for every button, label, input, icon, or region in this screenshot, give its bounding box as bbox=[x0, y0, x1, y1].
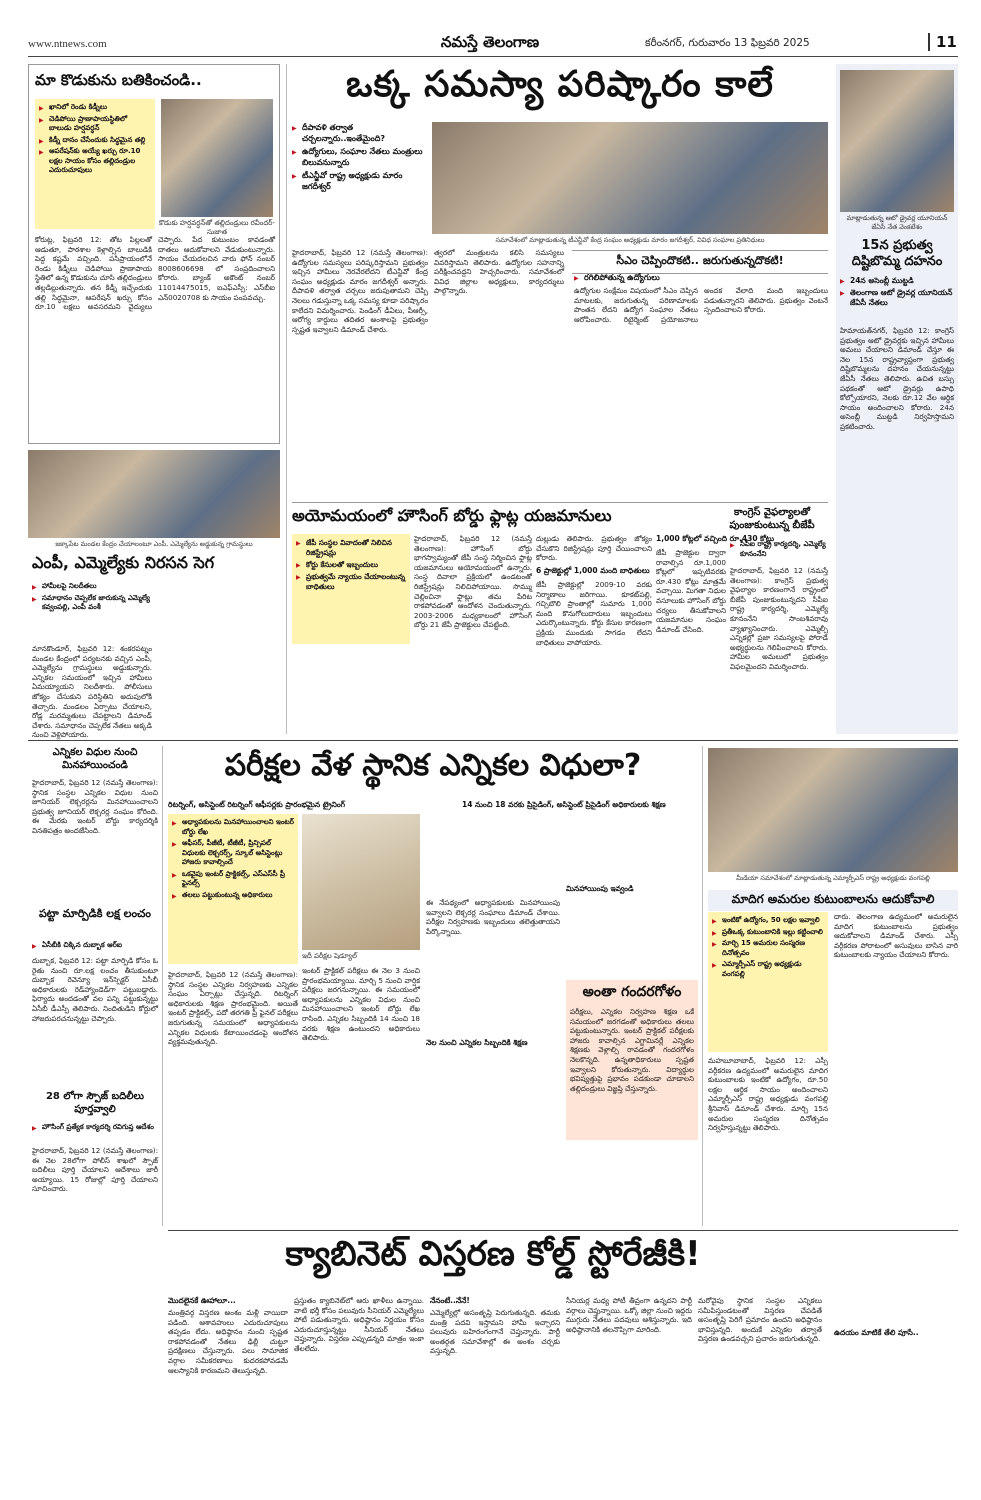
section-rule bbox=[292, 502, 828, 503]
header-rule bbox=[28, 56, 958, 57]
story-right-top-photo bbox=[840, 70, 954, 212]
story-son-headline: మా కొడుకును బతికించండి.. bbox=[35, 71, 202, 89]
story-main-bullet-box bbox=[292, 122, 428, 242]
dateline: కరీంనగర్, గురువారం 13 ఫిబ్రవరి 2025 bbox=[645, 37, 810, 49]
story-housing-body-2: జేపీ ప్రాజెక్టుల్లో 2009-10 వరకు నిర్మాణాలు జరిగాయి. కూకట్‌పల్లి, గచ్చిబౌలి ప్రాంతాల్లో సుమారు 1,000 మంది కొనుగోలుదారులు ఇబ్బందులు ఎదుర్కొంటున్నారు. కోర్టు కేసుల కారణంగా ప్రక్రియ ముందుకు సాగడం లేదని బాధితులు వాపోయారు. bbox=[536, 580, 652, 647]
story-cabinet-kicker-2: నేనంటే..నేనే! bbox=[430, 1296, 470, 1305]
story-main-bullet: ▶ టీఎన్జీవో రాష్ట్ర అధ్యక్షుడు మారం జగదీశ్వర్ bbox=[292, 170, 428, 192]
story-housing-body-3: దుల్లుడు తెలిపారు. ప్రభుత్వం జోక్యం చేసుకొని రిజిస్ట్రేషన్లు పూర్తి చేయించాలని కోరారు. bbox=[536, 534, 652, 563]
story-housing-body-1: హైదరాబాద్, ఫిబ్రవరి 12 (నమస్తే తెలంగాణ): హౌసింగ్ బోర్డు భాగస్వామ్యంతో జేపీ సంస్థ నిర్మించిన ఫ్లాట్ల యజమానులు అయోమయంలో ఉన్నారు. సంస్థ దివాలా ప్రక్రియలో ఉండటంతో రిజిస్ట్రేషన్లు నిలిచిపోయాయి. సొమ్ము చెల్లించినా ఫ్లాట్లు తమ పేరిట రాకపోవడంతో ఆందోళన చెందుతున్నారు. 2003-2006 మధ్యకాలంలో హౌసింగ్ బోర్డు 21 జేపీ ప్రాజెక్టులు చేపట్టింది. bbox=[414, 534, 532, 630]
story-protest-bullet: ▶ సమాధానం చెప్పలేక జారుకున్న ఎమ్మెల్యే కవ్వంపల్లి, ఎంపీ వంశీ bbox=[32, 594, 152, 613]
story-housing-bullet: ▶ కోర్టు కేసులతో ఇబ్బందులు bbox=[296, 560, 406, 570]
story-bjp-bullets bbox=[730, 540, 828, 561]
story-exams-body-4 bbox=[426, 814, 698, 882]
story-cabinet-kicker-1: మొదలైనకే ఊహాలూ... bbox=[168, 1296, 236, 1305]
story-chaos-box bbox=[566, 980, 698, 1140]
story-main-sub-body: ఉద్యోగుల సంక్షేమం విషయంలో సీఎం చెప్పిన మాటలకు, జరుగుతున్న పరిణామాలకు పొంతన లేదని ఉద్యోగ సంఘాల నేతలు ఆరోపించారు. రిటైర్మెంట్ ప్రయోజనాలు అందక వేలాది మంది ఇబ్బందులు పడుతున్నారని తెలిపారు. ప్రభుత్వం వెంటనే స్పందించాలని కోరారు. bbox=[574, 286, 828, 324]
story-protest-body: మానకొండూర్, ఫిబ్రవరి 12: శంకరపట్నం మండల కేంద్రంలో పర్యటనకు వచ్చిన ఎంపీ, ఎమ్మెల్యేను గ్రామస్థులు అడ్డుకున్నారు. ఎన్నికల సమయంలో ఇచ్చిన హామీలు ఏమయ్యాయని నిలదీశారు. పోలీసులు జోక్యం చేసుకుని పరిస్థితిని అదుపులోకి తెచ్చారు. మండలం ఏర్పాటు చేయాలని, రోడ్ల మరమ్మతులు చేపట్టాలని డిమాండ్ చేశారు. సమాధానం చెప్పలేక నేతలు అక్కడి నుంచి వెళ్లిపోయారు. bbox=[32, 644, 152, 740]
story-cabinet-body-1: మంత్రివర్గ విస్తరణ అంశం మళ్లీ వాయిదా పడింది. ఆశావహులు ఎదురుచూపులు తప్పడం లేదు. అధిష్ఠానం నుంచి స్పష్టత రాకపోవడంతో నేతలు ఢిల్లీ చుట్టూ ప్రదక్షిణలు చేస్తున్నారు. పలు సామాజిక వర్గాల సమీకరణాలు కుదరకపోవడమే ఆలస్యానికి కారణమని తెలుస్తున్నది. bbox=[168, 1308, 288, 1375]
story-transfers-bullets bbox=[32, 1122, 158, 1135]
story-main-bullet: ▶ దీపావళి తర్వాత చర్చలన్నారు..ఇంతేమైంది? bbox=[292, 122, 428, 144]
section-rule bbox=[168, 1230, 958, 1231]
story-madiga-bullet: ▶ ఇంటికో ఉద్యోగం, 50 లక్షల ఇవ్వాలి bbox=[712, 916, 824, 926]
column-rule bbox=[286, 64, 287, 734]
story-main-sub-bullet bbox=[574, 272, 828, 285]
story-exams-headline: పరీక్షల వేళ స్థానిక ఎన్నికల విధులా? bbox=[224, 748, 642, 783]
story-protest-headline: ఎంపీ, ఎమ్మెల్యేకు నిరసన సెగ bbox=[32, 553, 215, 572]
story-transfers-bullet: ▶ హౌసింగ్ ప్రత్యేక కార్యదర్శి రవిగుప్త ఆదేశం bbox=[32, 1122, 158, 1133]
story-exams-body-2: ఇంటర్ ప్రాక్టికల్ పరీక్షలు ఈ నెల 3 నుంచి ప్రారంభమయ్యాయి. మార్చి 5 నుంచి వార్షిక పరీక్షలు జరగనున్నాయి. ఈ సమయంలో అధ్యాపకులను ఎన్నికల విధుల నుంచి మినహాయించాలని ఇంటర్ బోర్డు లేఖ రాసింది. ఎన్నికల సిబ్బందికి 14 నుంచి 18 వరకు శిక్షణ ఉంటుందని అధికారులు తెలిపారు. bbox=[302, 966, 420, 1043]
story-protest-bullet: ▶ హామీలపై నిలదీతలు bbox=[32, 582, 152, 592]
story-chaos-headline: అంతా గందరగోళం bbox=[582, 984, 682, 1000]
story-right-top-bullet: ▶ 24న అసెంబ్లీ ముట్టడి bbox=[840, 276, 954, 286]
story-cabinet-body-3: ఎమ్మెల్యేల్లో అసంతృప్తి పెరుగుతున్నది. తమకు మంత్రి పదవి ఇస్తామని హామీ ఇచ్చారని పలువురు బహిరంగంగానే చెప్తున్నారు. పార్టీ అంతర్గత సమావేశాల్లో ఈ అంశం చర్చకు వస్తున్నది. bbox=[430, 1308, 560, 1356]
story-bribe-bullet: ▶ ఏసీబీకి చిక్కిన దుబ్బాక ఆర్‌ఐ bbox=[32, 940, 158, 951]
story-transfers-body: హైదరాబాద్, ఫిబ్రవరి 12 (నమస్తే తెలంగాణ): ఈ నెల 28లోగా పోలీస్ శాఖలో స్పౌజ్ బదిలీలు పూర్తి చేయాలని ఆదేశాలు జారీ అయ్యాయి. 15 రోజుల్లో పూర్తి చేయాలని సూచించారు. bbox=[32, 1146, 158, 1194]
story-madiga-body-1: దారు. తెలంగాణ ఉద్యమంలో అమరులైన మాదిగ కుటుంబాలను ప్రభుత్వం ఆదుకోవాలని డిమాండ్ చేశారు. ఎస్సీ వర్గీకరణ పోరాటంలో అసువులు బాసిన వారి కుటుంబాలకు న్యాయం చేయాలని కోరారు. bbox=[834, 912, 958, 960]
story-cabinet-body-5: మరోవైపు స్థానిక సంస్థల ఎన్నికలు సమీపిస్తుండటంతో విస్తరణ చేపడితే అసంతృప్తి పెరిగే ప్రమాదం ఉందని అధిష్ఠానం భావిస్తున్నది. అందుకే ఎన్నికల తర్వాతే విస్తరణ ఉండవచ్చని ప్రచారం జరుగుతున్నది. bbox=[698, 1296, 822, 1344]
story-bjp-bullet: ▶ సీపీఐ రాష్ట్ర కార్యదర్శి, ఎమ్మెల్యే కూనంనేని bbox=[730, 540, 828, 559]
story-exams-subline-2: 14 నుంచి 18 వరకు ప్రిసైడింగ్, అసిస్టెంట్ ప్రిసైడింగ్ అధికారులకు శిక్షణ bbox=[462, 800, 666, 809]
story-main-headline: ఒక్క సమస్యా పరిష్కారం కాలే bbox=[346, 64, 774, 105]
column-rule bbox=[702, 746, 703, 1226]
story-madiga-photo bbox=[708, 748, 958, 872]
story-transfers-headline: 28 లోగా స్పౌజ్ బదిలీలు పూర్తవ్వాలి bbox=[45, 1091, 145, 1115]
story-exams-body-1: హైదరాబాద్, ఫిబ్రవరి 12 (నమస్తే తెలంగాణ): స్థానిక సంస్థల ఎన్నికల నిర్వహణకు ఎన్నికల సంఘం ఏర్పాట్లు చేస్తున్నది. రిటర్నింగ్ అధికారులకు శిక్షణ ప్రారంభమైంది. అయితే ఇంటర్ ప్రాక్టికల్స్, పదో తరగతి ప్రీ ఫైనల్ పరీక్షలు జరుగుతున్న సమయంలో అధ్యాపకులను ఎన్నికల విధులకు కేటాయించడంపై ఆందోళన వ్యక్తమవుతున్నది. bbox=[168, 970, 298, 1047]
story-right-top-bullets bbox=[840, 276, 954, 310]
story-madiga-bullet: ▶ ప్రతీఒక్క కుటుంబానికి ఇల్లు కట్టించాలి bbox=[712, 928, 824, 938]
story-bribe-headline: పట్టా మార్పిడికి లక్ష లంచం bbox=[38, 907, 151, 920]
story-duty-body: హైదరాబాద్, ఫిబ్రవరి 12 (నమస్తే తెలంగాణ): స్థానిక సంస్థల ఎన్నికల విధుల నుంచి జూనియర్ లెక్చరర్లను మినహాయించాలని ప్రభుత్వ జూనియర్ లెక్చరర్ల సంఘం కోరింది. ఈ మేరకు ఇంటర్ బోర్డు కార్యదర్శికి వినతిపత్రం అందజేసింది. bbox=[32, 778, 158, 835]
story-bjp-body: హైదరాబాద్, ఫిబ్రవరి 12 (నమస్తే తెలంగాణ): కాంగ్రెస్ ప్రభుత్వ వైఫల్యాల కారణంగానే రాష్ట్రంలో బీజేపీ పుంజుకుంటున్నదని సీపీఐ రాష్ట్ర కార్యదర్శి, ఎమ్మెల్యే కూనంనేని సాంబశివరావు వ్యాఖ్యానించారు. ఎమ్మెల్సీ ఎన్నికల్లో ప్రజా సమస్యలపై పోరాడే అభ్యర్థులను గెలిపించాలని కోరారు. హామీల అమలులో ప్రభుత్వం విఫలమైందని విమర్శించారు. bbox=[730, 566, 828, 671]
story-right-top-headline: 15న ప్రభుత్వ దిష్టిబొమ్మ దహనం bbox=[851, 238, 943, 269]
story-exams-bullet: ▶ తలలు పట్టుకుంటున్న అధికారులు bbox=[172, 891, 294, 901]
story-exams-bullet: ▶ అధ్యాపకులను మినహాయించాలని ఇంటర్ బోర్డు లేఖ bbox=[172, 818, 294, 837]
story-son-box bbox=[28, 64, 280, 444]
story-housing-bullet: ▶ ప్రభుత్వమే న్యాయం చేయాలంటున్న బాధితులు bbox=[296, 572, 406, 592]
story-cabinet-headline: క్యాబినెట్ విస్తరణ కోల్డ్ స్టోరేజీకి! bbox=[285, 1234, 701, 1274]
story-housing-body-4: జేపీ ప్రాజెక్టుల ద్వారా రావాల్సిన రూ.1,000 కోట్లలో ఇప్పటివరకు రూ.430 కోట్లు మాత్రమే వచ్చాయి. మిగతా నిధుల వసూలుకు హౌసింగ్ బోర్డు చర్యలు తీసుకోవాలని యజమానుల సంఘం డిమాండ్ చేసింది. bbox=[656, 548, 726, 634]
story-main-subhead: సీఎం చెప్పిందొకటి.. జరుగుతున్నదొకటి! bbox=[572, 250, 828, 274]
story-main-body-2: త్వరలో మంత్రులను కలిసి సమస్యలు వివరిస్తామని తెలిపారు. ఉద్యోగుల సహనాన్ని పరీక్షించవద్దని హెచ్చరించారు. సమావేశంలో వివిధ జిల్లాల అధ్యక్షులు, కార్యదర్శులు పాల్గొన్నారు. bbox=[434, 248, 564, 296]
story-housing-bullet: ▶ జేపీ సంస్థల వివాదంతో నిలిచిన రిజిస్ట్రేషన్లు bbox=[296, 538, 406, 558]
story-bribe-bullets bbox=[32, 940, 158, 953]
story-main-sub-bullet-item: ▶ రగిలిపోతున్న ఉద్యోగులు bbox=[574, 272, 828, 283]
story-main-body-1: హైదరాబాద్, ఫిబ్రవరి 12 (నమస్తే తెలంగాణ): ఉద్యోగుల సమస్యలు పరిష్కరిస్తామని ప్రభుత్వం ఇచ్చిన హామీలు నెరవేరలేదని టీఎన్జీవో కేంద్ర సంఘం అధ్యక్షుడు మారం జగదీశ్వర్ అన్నారు. దీపావళి తర్వాత చర్చలు జరుపుతామని చెప్పి నెలలు గడుస్తున్నా ఒక్క సమస్య కూడా పరిష్కారం కాలేదని విమర్శించారు. పెండింగ్ డీఏలు, పీఆర్సీ, ఆరోగ్య కార్డులు తదితర అంశాలపై ప్రభుత్వం స్పష్టత ఇవ్వాలని డిమాండ్ చేశారు. bbox=[292, 248, 428, 334]
story-right-top-bullet: ▶ తెలంగాణ ఆటో డ్రైవర్ల యూనియన్ జేఏసీ నేతలు bbox=[840, 288, 954, 308]
story-protest-bullet-box bbox=[32, 582, 152, 642]
story-exams-bullet: ▶ ఒకవైపు ఇంటర్ ప్రాక్టికల్స్, ఎస్‌ఎస్‌సీ ప్రీ ఫైనల్స్ bbox=[172, 870, 294, 889]
story-son-bullet-box bbox=[35, 99, 155, 229]
story-son-body: కోరుట్ల, ఫిబ్రవరి 12: తోట పిల్లలతో ఆడుతూ, పాఠశాల కెళ్లాల్సిన బాలుడికి పెద్ద కష్టమే వచ్చింది. పసిప్రాయంలోనే రెండు కిడ్నీలు చెడిపోయి ప్రాణాపాయ స్థితిలో ఉన్న కొడుకును చూసి తల్లిదండ్రులు తల్లడిల్లుతున్నారు. తన కిడ్నీ ఇచ్చేందుకు తల్లి సిద్ధమైనా, ఆపరేషన్ ఖర్చు కోసం రూ.10 లక్షలు అవసరమని వైద్యులు చెప్పారు. పేద కుటుంబం కావడంతో దాతలు ఆదుకోవాలని వేడుకుంటున్నారు. సాయం చేయదలచిన వారు ఫోన్ నంబర్ 8008606698 లో సంప్రదించాలని కోరారు. బ్యాంక్ అకౌంట్ నంబర్ 11014475015, ఐఎఫ్ఎస్సీ: ఎస్‌బీఐ ఎన్0020708 కు సాయం పంపవచ్చు. bbox=[35, 235, 275, 312]
story-main-bullet: ▶ ఉద్యోగులు, సంఘాల నేతలు మంత్రులు బిలువనున్నారు bbox=[292, 146, 428, 168]
story-son-bullet: ▶ కిడ్నీ దానం చేసేందుకు సిద్ధమైన తల్లి bbox=[39, 136, 151, 146]
story-right-top-body: హిమాయత్‌నగర్, ఫిబ్రవరి 12: కాంగ్రెస్ ప్రభుత్వం ఆటో డ్రైవర్లకు ఇచ్చిన హామీలు అమలు చేయాలని డిమాండ్ చేస్తూ ఈ నెల 15న రాష్ట్రవ్యాప్తంగా ప్రభుత్వ దిష్టిబొమ్మలను దహనం చేయనున్నట్టు జేఏసీ నేతలు తెలిపారు. ఉచిత బస్సు పథకంతో ఆటో డ్రైవర్లు ఉపాధి కోల్పోయారని, నెలకు రూ.12 వేల ఆర్థిక సాయం అందించాలని కోరారు. 24న అసెంబ్లీ ముట్టడి నిర్వహిస్తామని ప్రకటించారు. bbox=[840, 326, 954, 431]
story-exams-subhead-1: నెల నుంచి ఎన్నికల సిబ్బందికి శిక్షణ bbox=[426, 1038, 528, 1047]
story-exams-bullet: ▶ ఆఫీసర్, పీజీటీ, టీజీటీ, ప్రిన్సిపల్ విధులకు లెక్చరర్స్, స్కూల్ అసిస్టెంట్లు హాజరు కావాల్సిందే bbox=[172, 839, 294, 868]
story-madiga-bullet-box bbox=[708, 912, 828, 1052]
story-housing-bullet-box bbox=[292, 534, 410, 644]
story-exams-caption: ఇదీ పరీక్షల షెడ్యూల్ bbox=[302, 952, 357, 960]
story-madiga-body-2: మహబూబాబాద్, ఫిబ్రవరి 12: ఎస్సీ వర్గీకరణ ఉద్యమంలో అమరులైన మాదిగ కుటుంబాలకు ఇంటికో ఉద్యోగం, రూ.50 లక్షల ఆర్థిక సాయం అందించాలని ఎమ్మార్పీఎస్ రాష్ట్ర అధ్యక్షుడు వంగపల్లి శ్రీనివాస్ డిమాండ్ చేశారు. మార్చి 15న అమరుల సంస్మరణ దినోత్సవం నిర్వహిస్తున్నట్టు తెలిపారు. bbox=[708, 1056, 828, 1133]
story-right-top-box bbox=[836, 64, 958, 734]
story-cabinet-body-6 bbox=[834, 1240, 958, 1490]
story-son-bullet: ▶ ఖానిలో రెండు కిడ్నీలు bbox=[39, 103, 151, 113]
page-number: 11 bbox=[928, 33, 958, 51]
story-bjp-headline: కాంగ్రెస్ వైఫల్యాలతో పుంజుకుంటున్న బీజేపీ bbox=[729, 507, 815, 531]
website-url[interactable]: www.ntnews.com bbox=[28, 38, 107, 50]
story-exams-photo bbox=[302, 814, 420, 950]
story-son-caption: కొడుకు హర్షవర్ధన్‌తో తల్లిదండ్రులు రవీందర్-సుజాత bbox=[159, 219, 275, 236]
story-cabinet-body-4: సీనియర్ల మధ్య పోటీ తీవ్రంగా ఉన్నదని పార్టీ వర్గాలు చెప్తున్నాయి. ఒక్కో జిల్లా నుంచి ఇద్దరు ముగ్గురు నేతలు పదవులు ఆశిస్తున్నారు. ఇది అధిష్ఠానానికి తలనొప్పిగా మారింది. bbox=[566, 1296, 692, 1334]
story-protest-photo bbox=[28, 450, 280, 538]
story-duty-headline: ఎన్నికల విధుల నుంచి మినహాయించండి bbox=[52, 747, 138, 771]
story-exams-subhead-2: మినహాయింపు ఇవ్వండి bbox=[566, 884, 634, 893]
story-madiga-caption: మీడియా సమావేశంలో మాట్లాడుతున్న ఎమ్మార్పీఎస్ రాష్ట్ర అధ్యక్షుడు వంగపల్లి bbox=[736, 874, 930, 882]
story-exams-body-3: ఈ నేపథ్యంలో అధ్యాపకులకు మినహాయింపు ఇవ్వాలని లెక్చరర్ల సంఘాలు డిమాండ్ చేశాయి. పరీక్షల నిర్వహణకు ఇబ్బందులు తలెత్తుతాయని పేర్కొన్నాయి. bbox=[426, 898, 560, 936]
story-madiga-bullet: ▶ ఎమ్మార్పీఎస్ రాష్ట్ర అధ్యక్షుడు వంగపల్లి bbox=[712, 960, 824, 979]
story-chaos-body: పరీక్షలు, ఎన్నికల నిర్వహణ శిక్షణ ఒకే సమయంలో జరగడంతో అధికారులు తలలు పట్టుకుంటున్నారు. ఇంటర్ ప్రాక్టికల్ పరీక్షలకు హాజరు కావాల్సిన ఎగ్జామినర్లే ఎన్నికల శిక్షణకు వెళ్లాల్సి రావడంతో గందరగోళం నెలకొన్నది. ఉన్నతాధికారులు స్పష్టత ఇవ్వాలని కోరుతున్నారు. విద్యార్థుల భవిష్యత్తుపై ప్రభావం పడకుండా చూడాలని తల్లిదండ్రులు విజ్ఞప్తి చేస్తున్నారు. bbox=[570, 1007, 694, 1093]
story-son-bullet: ▶ చెడిపోయి ప్రాణాపాయస్థితిలో బాలుడు హర్షవర్ధన్ bbox=[39, 115, 151, 134]
column-rule bbox=[162, 746, 163, 1226]
story-housing-headline: అయోమయంలో హౌసింగ్ బోర్డు ఫ్లాట్ల యజమానులు bbox=[292, 506, 612, 525]
story-protest-caption: జక్కాపేట మండల కేంద్రం చేయాలంటూ ఎంపీ, ఎమ్మెల్యేను అడ్డుకున్న గ్రామస్థులు bbox=[55, 540, 253, 548]
story-son-bullet: ▶ ఆపరేషన్‌కు అయ్యే ఖర్చు రూ.10 లక్షల సాయం కోసం తల్లిదండ్రుల ఎదురుచూపులు bbox=[39, 147, 151, 176]
story-madiga-headline: మాదిగ అమరుల కుటుంబాలను ఆదుకోవాలి bbox=[708, 890, 958, 911]
story-main-caption: సమావేశంలో మాట్లాడుతున్న టీఎన్జీవో కేంద్ర సంఘం అధ్యక్షుడు మారం జగదీశ్వర్, వివిధ సంఘాల ప్రతినిధులు bbox=[495, 236, 765, 244]
story-right-top-caption: మాట్లాడుతున్న ఆటో డ్రైవర్ల యూనియన్ జేఏసీ నేత వెంకటేశం bbox=[846, 214, 948, 231]
story-exams-bullet-box bbox=[168, 814, 298, 964]
story-exams-subline-1: రిటర్నింగ్, అసిస్టెంట్ రిటర్నింగ్ ఆఫీసర్లకు ప్రారంభమైన ట్రైనింగ్ bbox=[168, 800, 346, 809]
story-bribe-body: దుబ్బాక, ఫిబ్రవరి 12: పట్టా మార్పిడి కోసం ఓ రైతు నుంచి రూ.లక్ష లంచం తీసుకుంటూ దుబ్బాక రెవెన్యూ ఇన్‌స్పెక్టర్ ఏసీబీ అధికారులకు రెడ్‌హ్యాండెడ్‌గా పట్టుబడ్డారు. ఫిర్యాదు అందడంతో వల పన్ని పట్టుకున్నట్టు ఏసీబీ డీఎస్పీ తెలిపారు. నిందితుడిని కోర్టులో హాజరుపరచనున్నట్టు చెప్పారు. bbox=[32, 956, 158, 1023]
masthead-logo: నమస్తే తెలంగాణ bbox=[440, 33, 540, 51]
page-header bbox=[0, 0, 981, 58]
story-housing-subhead: 6 ప్రాజెక్టుల్లో 1,000 మంది బాధితులు bbox=[536, 566, 650, 575]
section-rule bbox=[28, 740, 958, 741]
story-cabinet-kicker-3: ఉదయం మాటికే తేలి పూసే.. bbox=[834, 1328, 919, 1337]
story-madiga-bullet: ▶ మార్చి 15 అమరుల సంస్మరణ దినోత్సవం bbox=[712, 939, 824, 958]
story-son-photo bbox=[161, 99, 273, 217]
story-housing-fact: 1,000 కోట్లలో వచ్చింది రూ.430 కోట్లు bbox=[656, 534, 775, 543]
story-protest-body-2 bbox=[158, 582, 280, 730]
story-main-photo bbox=[432, 122, 828, 234]
story-cabinet-body-2: ప్రస్తుతం క్యాబినెట్‌లో ఆరు ఖాళీలు ఉన్నాయి. వాటి భర్తీ కోసం పలువురు సీనియర్ ఎమ్మెల్యేలు పోటీ పడుతున్నారు. అధిష్ఠానం నిర్ణయం కోసం ఎదురుచూస్తున్నట్టు సీనియర్ నేతలు చెప్తున్నారు. విస్తరణ ఎప్పుడన్నది మాత్రం ఇంకా తేలలేదు. bbox=[294, 1296, 424, 1353]
